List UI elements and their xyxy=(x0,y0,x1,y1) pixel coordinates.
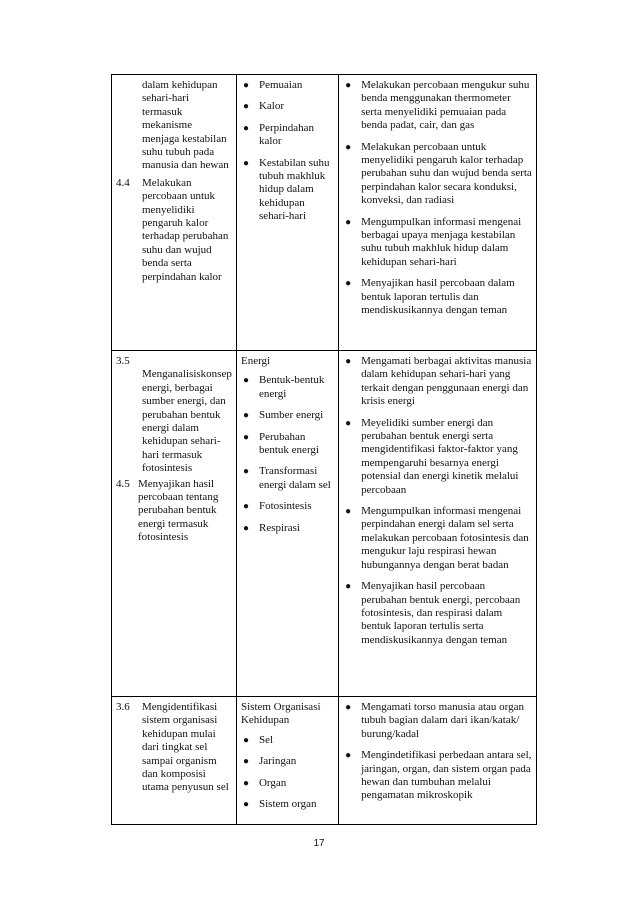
materi-list xyxy=(241,79,334,224)
bullet-icon: ● xyxy=(242,431,250,443)
kd-cell xyxy=(112,75,237,351)
bullet-icon: ● xyxy=(242,756,250,768)
bullet-icon: ● xyxy=(242,799,250,811)
kd-number: 3.6 xyxy=(116,701,130,713)
kd-number: 4.5 xyxy=(116,477,130,490)
bullet-icon: ● xyxy=(242,501,250,513)
kd-item xyxy=(116,478,232,545)
kd-number: 3.5 xyxy=(116,355,130,367)
materi-list xyxy=(241,374,334,535)
bullet-icon: ● xyxy=(242,122,250,134)
materi-title: Energi xyxy=(240,355,271,367)
kd-number: 4.4 xyxy=(116,176,130,189)
kd-cell xyxy=(112,351,237,697)
list-item: ● Transformasi energi dalam sel xyxy=(242,465,331,491)
bullet-icon: ● xyxy=(345,216,352,228)
kd-item xyxy=(116,177,232,284)
list-item: ● Mengamati berbagai aktivitas manusia dalam kehidupan sehari-hari yang terkait dengan penggunaan energi dan krisis energi xyxy=(345,355,532,408)
kd-text: Melakukan percobaan untuk menyelidiki pengaruh kalor terhadap perubahan suhu dan wujud benda serta perpindahan kalor xyxy=(142,176,229,283)
list-item: ● Sel xyxy=(242,733,274,746)
list-item: ● Respirasi xyxy=(242,521,300,534)
kegiatan-cell xyxy=(339,697,537,825)
list-item: ● Sistem organ xyxy=(242,798,317,811)
list-item: ● Perpindahan kalor xyxy=(242,121,314,148)
kd-text: Menganalisiskonsep energi, berbagai sumber energi, dan perubahan bentuk energi dalam kehidupan sehari-hari termasuk fotosintesis xyxy=(142,368,232,475)
list-item: ● Kalor xyxy=(242,100,285,113)
materi-cell xyxy=(236,351,338,697)
bullet-icon: ● xyxy=(242,375,250,387)
list-item: ● Mengumpulkan informasi mengenai berbagai upaya menjaga kestabilan suhu tubuh makhluk hidup dalam kehidupan sehari-hari xyxy=(345,215,522,268)
kegiatan-cell xyxy=(339,75,537,351)
kegiatan-list xyxy=(343,701,532,803)
list-item: ● Menyajikan hasil percobaan perubahan bentuk energi, percobaan fotosintesis, dan respirasi dalam bentuk laporan tertulis serta mendiskusikannya dengan teman xyxy=(345,580,521,646)
list-item: ● Melakukan percobaan mengukur suhu benda menggunakan thermometer serta menyelidiki pemuaian pada benda padat, cair, dan gas xyxy=(345,79,530,132)
list-item: ● Mengamati torso manusia atau organ tubuh bagian dalam dari ikan/katak/ burung/kadal xyxy=(345,701,524,740)
list-item: ● Jaringan xyxy=(242,755,297,768)
kegiatan-list xyxy=(343,355,532,647)
bullet-icon: ● xyxy=(345,141,352,153)
bullet-icon: ● xyxy=(345,80,352,91)
list-item: ● Perubahan bentuk energi xyxy=(242,430,319,457)
curriculum-table xyxy=(111,74,537,825)
page-number: 17 xyxy=(313,838,325,849)
bullet-icon: ● xyxy=(242,157,250,169)
bullet-icon: ● xyxy=(242,466,250,478)
kegiatan-cell xyxy=(339,351,537,697)
kd-continuation xyxy=(116,79,232,173)
table-row xyxy=(112,75,537,351)
list-item: ● Mengindetifikasi perbedaan antara sel, jaringan, organ, dan sistem organ pada hewan dan tumbuhan melalui pengamatan mikroskopik xyxy=(345,749,532,802)
kd-cell xyxy=(112,697,237,825)
bullet-icon: ● xyxy=(242,522,250,534)
bullet-icon: ● xyxy=(242,80,250,91)
kd-text: dalam kehidupan sehari-hari termasuk mekanisme menjaga kestabilan suhu tubuh pada manusia dan hewan xyxy=(142,79,229,172)
list-item: ● Pemuaian xyxy=(242,79,303,91)
kegiatan-list xyxy=(343,79,532,318)
bullet-icon: ● xyxy=(345,581,352,593)
list-item: ● Organ xyxy=(242,776,287,789)
list-item: ● Fotosintesis xyxy=(242,500,312,513)
list-item: ● Kestabilan suhu tubuh makhluk hidup dalam kehidupan sehari-hari xyxy=(242,156,330,223)
materi-title: Sistem Organisasi Kehidupan xyxy=(240,701,321,727)
list-item: ● Mengumpulkan informasi mengenai perpindahan energi dalam sel serta melakukan percobaan fotosintesis dan mengukur laju respirasi hewan hubungannya dengan berat badan xyxy=(345,505,529,571)
list-item: ● Bentuk-bentuk energi xyxy=(242,374,325,400)
bullet-icon: ● xyxy=(345,506,352,518)
bullet-icon: ● xyxy=(345,356,352,367)
materi-cell xyxy=(236,697,338,825)
kd-text: Menyajikan hasil percobaan tentang perubahan bentuk energi termasuk fotosintesis xyxy=(138,477,219,544)
bullet-icon: ● xyxy=(345,417,352,429)
kd-item xyxy=(116,355,232,476)
bullet-icon: ● xyxy=(345,278,352,290)
bullet-icon: ● xyxy=(345,702,352,713)
bullet-icon: ● xyxy=(345,750,352,762)
list-item: ● Menyajikan hasil percobaan dalam bentuk laporan tertulis dan mendiskusikannya dengan teman xyxy=(345,277,515,317)
list-item: ● Melakukan percobaan untuk menyelidiki pengaruh kalor terhadap perubahan suhu dan wujud benda serta perpindahan kalor secara konduksi, konveksi, dan radiasi xyxy=(345,140,532,207)
table-row xyxy=(112,351,537,697)
kd-text: Mengidentifikasi sistem organisasi kehidupan mulai dari tingkat sel sampai organism dan komposisi utama penyusun sel xyxy=(142,701,229,794)
materi-list xyxy=(241,734,334,812)
list-item: ● Sumber energi xyxy=(242,409,324,422)
bullet-icon: ● xyxy=(242,777,250,789)
kd-item xyxy=(116,701,232,795)
bullet-icon: ● xyxy=(242,734,250,746)
list-item: ● Meyelidiki sumber energi dan perubahan bentuk energi serta mengidentifikasi faktor-faktor yang mempengaruhi besarnya energi potensial dan energi kinetik melalui percobaan xyxy=(345,416,519,496)
materi-cell xyxy=(236,75,338,351)
table-row xyxy=(112,697,537,825)
bullet-icon: ● xyxy=(242,410,250,422)
bullet-icon: ● xyxy=(242,101,250,113)
